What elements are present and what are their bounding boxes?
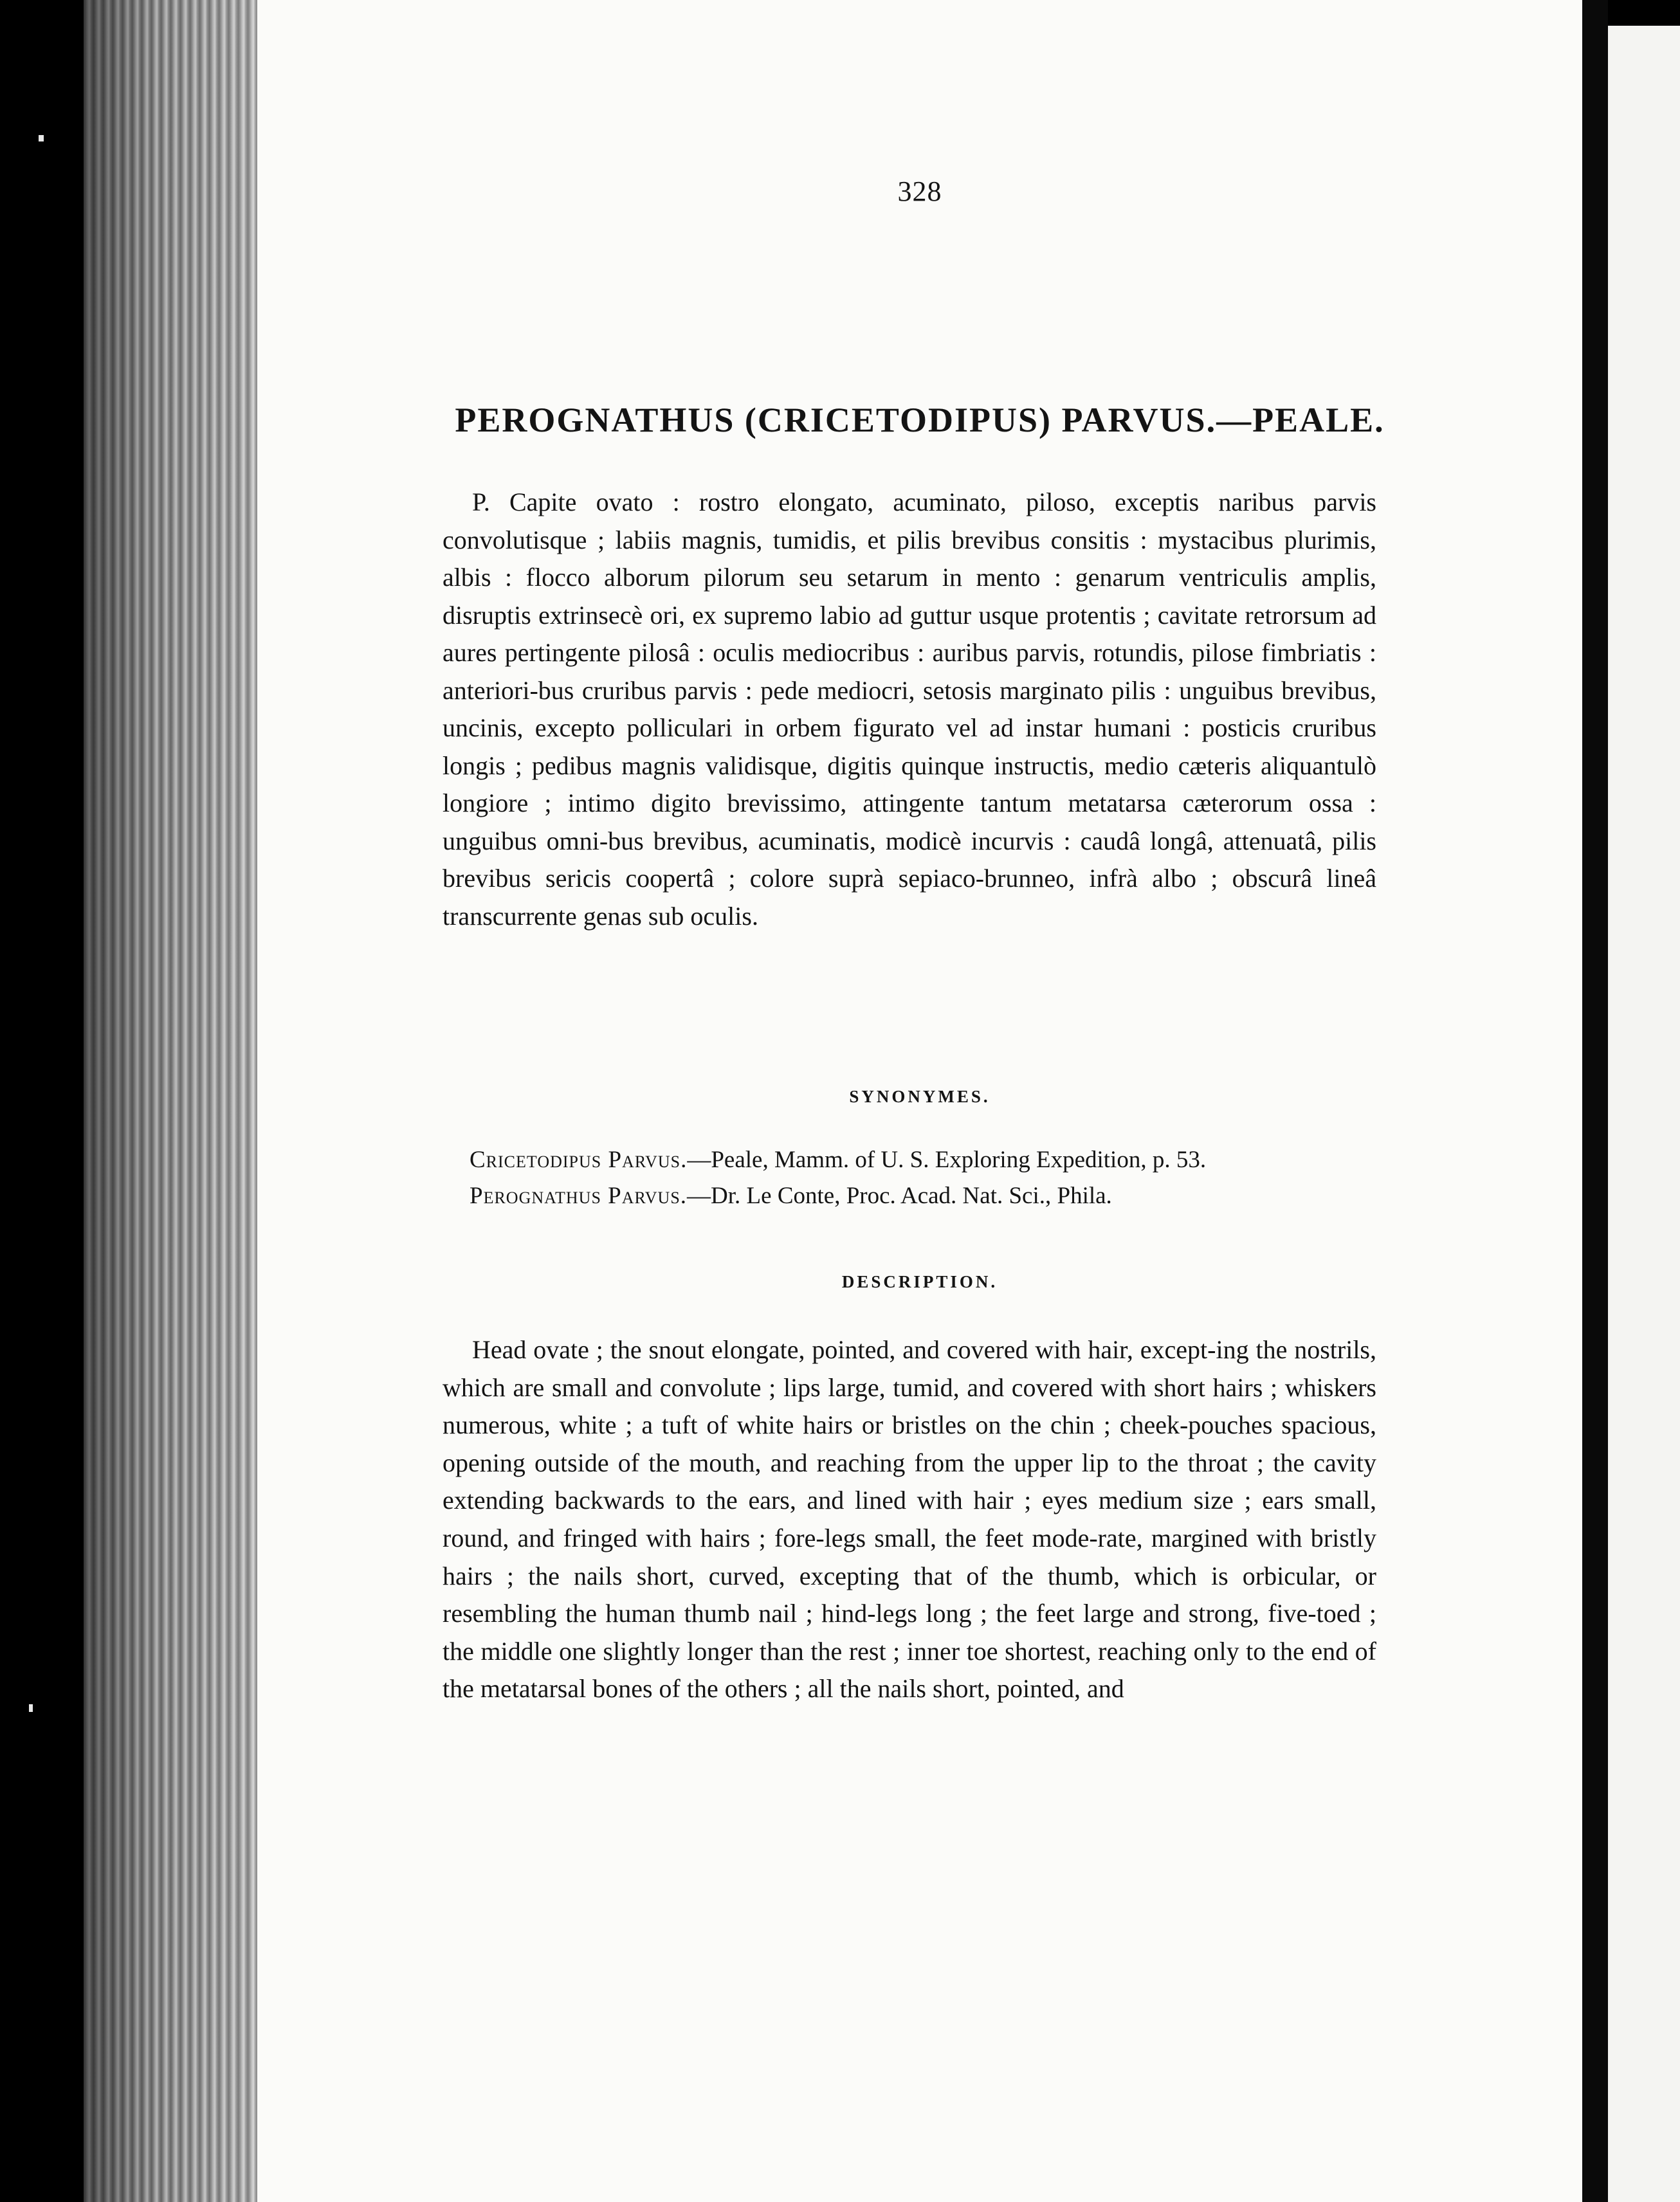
synonym-entry (470, 1142, 1370, 1178)
synonyms-list (470, 1142, 1370, 1214)
description-heading: DESCRIPTION. (841, 1272, 998, 1291)
synonyms-heading: SYNONYMES. (849, 1087, 991, 1106)
english-description: Head ovate ; the snout elongate, pointed, and covered with hair, except-ing the nostrils, which are small and convolute ; lips large, tumid, and covered with short hairs ; whiskers numerous, white ; a tuft of white hairs or bristles on the chin ; cheek-pouches spacious, opening outside of the mouth, and reaching from the upper lip to the throat ; the cavity extending backwards to the ears, and lined with hair ; eyes medium size ; ears small, round, and fringed with hairs ; fore-legs small, the feet mode-rate, margined with bristly hairs ; the nails short, curved, excepting that of the thumb, which is orbicular, or resembling the human thumb nail ; hind-legs long ; the feet large and strong, five-toed ; the middle one slightly longer than the rest ; inner toe shortest, reaching only to the end of the metatarsal bones of the others ; all the nails short, pointed, and (443, 1335, 1376, 1704)
book-page-edges (84, 0, 264, 2202)
species-title: PEROGNATHUS (CRICETODIPUS) PARVUS.—PEALE. (455, 401, 1385, 439)
synonym-entry (470, 1178, 1370, 1214)
synonym-citation: —Peale, Mamm. of U. S. Exploring Expedition, p. 53. (687, 1147, 1207, 1173)
book-page (257, 0, 1582, 2202)
latin-description: P. Capite ovato : rostro elongato, acuminato, piloso, exceptis naribus parvis convolutisque ; labiis magnis, tumidis, et pilis brevibus consitis : mystacibus plurimis, albis : flocco alborum pilorum seu setarum in mento : genarum ventriculis amplis, disruptis extrinsecè ori, ex supremo labio ad guttur usque protentis ; cavitate retrorsum ad aures pertingente pilosâ : oculis mediocribus : auribus parvis, rotundis, pilose fimbriatis : anteriori-bus cruribus parvis : pede mediocri, setosis marginato pilis : unguibus brevibus, uncinis, excepto polliculari in orbem figurato vel ad instar humani : posticis cruribus longis ; pedibus magnis validisque, digitis quinque instructis, medio cæteris aliquantulò longiore ; intimo digito brevissimo, attingente tantum metatarsa cæterorum ossa : unguibus omni-bus brevibus, acuminatis, modicè incurvis : caudâ longâ, attenuatâ, pilis brevibus sericis coopertâ ; colore suprà sepiaco-brunneo, infrà albo ; obscurâ lineâ transcurrente genas sub oculis. (443, 487, 1376, 931)
synonym-name: Cricetodipus Parvus. (470, 1147, 688, 1173)
facing-page-edge (1608, 26, 1680, 2202)
synonym-citation: —Dr. Le Conte, Proc. Acad. Nat. Sci., Phila. (687, 1183, 1112, 1209)
scan-speck (29, 1704, 33, 1712)
synonym-name: Perognathus Parvus. (470, 1183, 688, 1209)
book-gutter (1582, 0, 1608, 2202)
page-number: 328 (897, 176, 942, 207)
scan-speck (39, 135, 44, 141)
